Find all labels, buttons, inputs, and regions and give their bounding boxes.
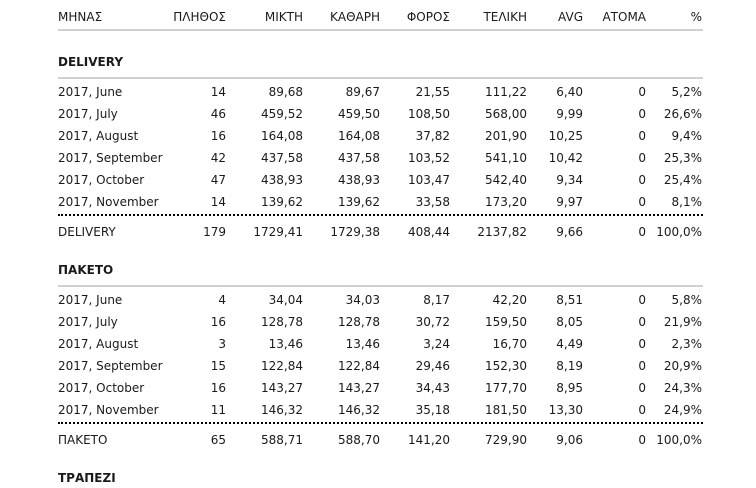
cell-count: 16 (210, 315, 226, 329)
cell-count: 42 (210, 151, 226, 165)
total-avg: 9,06 (556, 433, 583, 447)
table-row (0, 103, 756, 125)
table-row (0, 355, 756, 377)
cell-percent: 5,8% (671, 293, 702, 307)
cell-month: 2017, June (58, 85, 123, 99)
cell-avg: 6,40 (556, 85, 583, 99)
col-header-count: ΠΛΗΘΟΣ (173, 10, 226, 24)
total-divider (58, 422, 703, 424)
cell-tax: 35,18 (415, 403, 450, 417)
total-net: 1729,38 (330, 225, 380, 239)
col-header-persons: ΑΤΟΜΑ (602, 10, 646, 24)
cell-persons: 0 (638, 403, 646, 417)
table-row (0, 377, 756, 399)
cell-gross: 13,46 (268, 337, 303, 351)
cell-tax: 29,46 (415, 359, 450, 373)
table-row (0, 147, 756, 169)
total-final: 729,90 (485, 433, 527, 447)
cell-net: 128,78 (338, 315, 380, 329)
cell-avg: 9,99 (556, 107, 583, 121)
total-divider (58, 214, 703, 216)
cell-percent: 25,3% (663, 151, 702, 165)
cell-avg: 8,95 (556, 381, 583, 395)
cell-month: 2017, October (58, 173, 145, 187)
cell-month: 2017, September (58, 151, 163, 165)
cell-persons: 0 (638, 337, 646, 351)
cell-final: 181,50 (485, 403, 527, 417)
cell-month: 2017, November (58, 403, 159, 417)
cell-net: 164,08 (338, 129, 380, 143)
cell-avg: 13,30 (548, 403, 583, 417)
col-header-percent: % (690, 10, 702, 24)
cell-gross: 437,58 (261, 151, 303, 165)
cell-tax: 34,43 (415, 381, 450, 395)
cell-gross: 139,62 (261, 195, 303, 209)
cell-avg: 4,49 (556, 337, 583, 351)
cell-month: 2017, August (58, 337, 139, 351)
cell-count: 15 (210, 359, 226, 373)
total-gross: 588,71 (261, 433, 303, 447)
table-row (0, 125, 756, 147)
total-label: DELIVERY (58, 225, 116, 239)
cell-count: 16 (210, 129, 226, 143)
cell-percent: 24,9% (663, 403, 702, 417)
cell-month: 2017, September (58, 359, 163, 373)
total-percent: 100,0% (656, 225, 702, 239)
cell-tax: 33,58 (415, 195, 450, 209)
cell-tax: 103,47 (408, 173, 450, 187)
total-gross: 1729,41 (253, 225, 303, 239)
cell-count: 46 (210, 107, 226, 121)
col-header-tax: ΦΟΡΟΣ (406, 10, 450, 24)
cell-net: 139,62 (338, 195, 380, 209)
section-divider (58, 285, 703, 287)
cell-count: 4 (218, 293, 226, 307)
total-label: ΠΑΚΕΤΟ (58, 433, 108, 447)
cell-count: 3 (218, 337, 226, 351)
cell-count: 14 (210, 85, 226, 99)
cell-tax: 103,52 (408, 151, 450, 165)
table-row (0, 191, 756, 213)
cell-net: 438,93 (338, 173, 380, 187)
cell-persons: 0 (638, 151, 646, 165)
cell-final: 111,22 (485, 85, 527, 99)
cell-avg: 9,34 (556, 173, 583, 187)
cell-avg: 10,25 (548, 129, 583, 143)
cell-net: 89,67 (345, 85, 380, 99)
cell-net: 437,58 (338, 151, 380, 165)
cell-net: 13,46 (345, 337, 380, 351)
cell-final: 42,20 (492, 293, 527, 307)
cell-percent: 20,9% (663, 359, 702, 373)
cell-month: 2017, July (58, 107, 118, 121)
cell-percent: 24,3% (663, 381, 702, 395)
cell-persons: 0 (638, 381, 646, 395)
section-title-trapezi: ΤΡΑΠΕΖΙ (58, 471, 116, 485)
cell-final: 568,00 (485, 107, 527, 121)
cell-final: 542,40 (485, 173, 527, 187)
cell-percent: 9,4% (671, 129, 702, 143)
cell-month: 2017, November (58, 195, 159, 209)
cell-net: 143,27 (338, 381, 380, 395)
table-row (0, 289, 756, 311)
header-row (0, 6, 756, 28)
cell-persons: 0 (638, 85, 646, 99)
cell-net: 459,50 (338, 107, 380, 121)
total-persons: 0 (638, 433, 646, 447)
table-row (0, 81, 756, 103)
cell-final: 16,70 (492, 337, 527, 351)
cell-percent: 2,3% (671, 337, 702, 351)
col-header-final: ΤΕΛΙΚΗ (483, 10, 527, 24)
cell-avg: 8,05 (556, 315, 583, 329)
cell-final: 173,20 (485, 195, 527, 209)
cell-month: 2017, August (58, 129, 139, 143)
total-count: 65 (210, 433, 226, 447)
col-header-avg: AVG (558, 10, 583, 24)
cell-net: 34,03 (345, 293, 380, 307)
total-tax: 408,44 (408, 225, 450, 239)
cell-net: 122,84 (338, 359, 380, 373)
cell-count: 47 (210, 173, 226, 187)
total-row (0, 221, 756, 243)
total-tax: 141,20 (408, 433, 450, 447)
cell-count: 16 (210, 381, 226, 395)
cell-count: 14 (210, 195, 226, 209)
section-title-paketo: ΠΑΚΕΤΟ (58, 263, 114, 277)
cell-net: 146,32 (338, 403, 380, 417)
cell-avg: 8,19 (556, 359, 583, 373)
section-divider (58, 77, 703, 79)
cell-month: 2017, June (58, 293, 123, 307)
total-percent: 100,0% (656, 433, 702, 447)
cell-gross: 459,52 (261, 107, 303, 121)
cell-final: 152,30 (485, 359, 527, 373)
cell-tax: 37,82 (415, 129, 450, 143)
table-row (0, 311, 756, 333)
cell-persons: 0 (638, 107, 646, 121)
cell-percent: 8,1% (671, 195, 702, 209)
cell-avg: 8,51 (556, 293, 583, 307)
cell-gross: 89,68 (268, 85, 303, 99)
total-persons: 0 (638, 225, 646, 239)
cell-final: 159,50 (485, 315, 527, 329)
col-header-month: ΜΗΝΑΣ (58, 10, 103, 24)
table-row (0, 169, 756, 191)
header-divider (58, 29, 703, 31)
section-title-delivery: DELIVERY (58, 55, 124, 69)
cell-final: 201,90 (485, 129, 527, 143)
total-count: 179 (203, 225, 226, 239)
cell-persons: 0 (638, 293, 646, 307)
cell-gross: 164,08 (261, 129, 303, 143)
cell-persons: 0 (638, 359, 646, 373)
cell-tax: 30,72 (415, 315, 450, 329)
cell-gross: 438,93 (261, 173, 303, 187)
cell-gross: 122,84 (261, 359, 303, 373)
cell-gross: 128,78 (261, 315, 303, 329)
total-final: 2137,82 (477, 225, 527, 239)
cell-month: 2017, July (58, 315, 118, 329)
cell-gross: 143,27 (261, 381, 303, 395)
total-net: 588,70 (338, 433, 380, 447)
cell-final: 541,10 (485, 151, 527, 165)
cell-gross: 146,32 (261, 403, 303, 417)
cell-month: 2017, October (58, 381, 145, 395)
cell-final: 177,70 (485, 381, 527, 395)
cell-percent: 5,2% (671, 85, 702, 99)
cell-persons: 0 (638, 195, 646, 209)
cell-tax: 8,17 (423, 293, 450, 307)
cell-tax: 108,50 (408, 107, 450, 121)
col-header-gross: ΜΙΚΤΗ (264, 10, 303, 24)
total-avg: 9,66 (556, 225, 583, 239)
table-row (0, 333, 756, 355)
cell-persons: 0 (638, 315, 646, 329)
cell-tax: 21,55 (415, 85, 450, 99)
total-row (0, 429, 756, 451)
cell-persons: 0 (638, 173, 646, 187)
cell-persons: 0 (638, 129, 646, 143)
cell-tax: 3,24 (423, 337, 450, 351)
cell-percent: 26,6% (663, 107, 702, 121)
table-row (0, 399, 756, 421)
cell-gross: 34,04 (268, 293, 303, 307)
cell-avg: 9,97 (556, 195, 583, 209)
cell-avg: 10,42 (548, 151, 583, 165)
cell-percent: 21,9% (663, 315, 702, 329)
cell-percent: 25,4% (663, 173, 702, 187)
cell-count: 11 (210, 403, 226, 417)
col-header-net: ΚΑΘΑΡΗ (330, 10, 380, 24)
